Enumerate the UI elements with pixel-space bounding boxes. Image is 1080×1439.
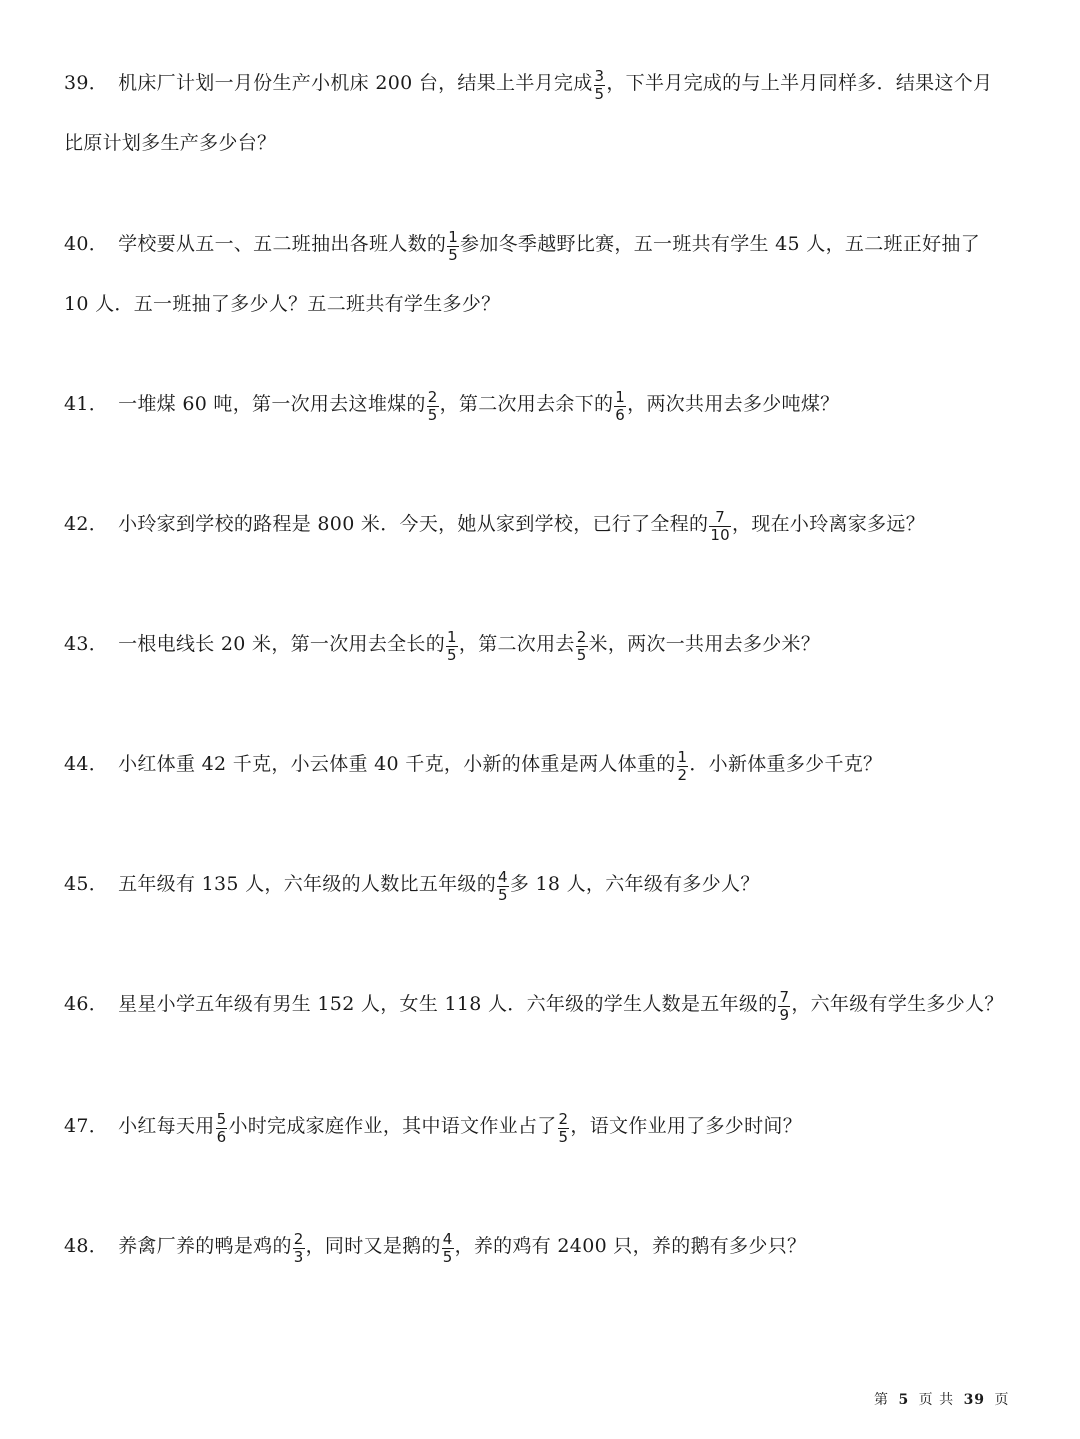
- problem-number: 43．: [64, 633, 109, 655]
- footer-suffix: 页: [994, 1392, 1010, 1408]
- page-footer: [874, 1389, 1010, 1409]
- footer-total-pages: 39: [963, 1392, 986, 1408]
- problem-number: 41．: [64, 393, 109, 415]
- fraction-numerator: 2: [576, 627, 587, 646]
- problem-text: 米，两次一共用去多少米？: [588, 633, 821, 655]
- fraction-numerator: 2: [558, 1109, 569, 1128]
- problem-text: 多 18 人，六年级有多少人？: [509, 873, 760, 895]
- fraction-denominator: 2: [677, 765, 688, 784]
- problem-40: [64, 225, 1024, 345]
- fraction-denominator: 9: [779, 1005, 790, 1024]
- problem-text: 小红每天用: [118, 1115, 215, 1137]
- problem-39: [64, 64, 1024, 184]
- fraction-denominator: 5: [448, 245, 459, 264]
- problem-41: [64, 385, 1024, 445]
- fraction-denominator: 10: [710, 525, 731, 544]
- problem-number: 47．: [64, 1115, 109, 1137]
- problem-text: ，语文作业用了多少时间？: [570, 1115, 802, 1137]
- fraction-numerator: 4: [498, 867, 508, 886]
- problem-line: [64, 1107, 1024, 1167]
- problem-text: 10 人．五一班抽了多少人？五二班共有学生多少？: [64, 293, 501, 315]
- problem-line: [64, 625, 1024, 685]
- problem-number: 48．: [64, 1235, 109, 1257]
- problem-line: [64, 985, 1024, 1045]
- fraction: [427, 389, 439, 424]
- problem-line: [64, 64, 1024, 124]
- fraction-denominator: 6: [615, 405, 626, 424]
- fraction: [216, 1111, 228, 1146]
- problem-text: ，下半月完成的与上半月同样多．结果这个月: [606, 72, 993, 94]
- problem-number: 42．: [64, 513, 109, 535]
- fraction-numerator: 1: [677, 747, 688, 766]
- problem-44: [64, 745, 1024, 805]
- problem-number: 40．: [64, 233, 109, 255]
- fraction: [614, 389, 626, 424]
- fraction-numerator: 7: [715, 507, 726, 526]
- problem-text: 学校要从五一、五二班抽出各班人数的: [118, 233, 447, 255]
- problem-43: [64, 625, 1024, 685]
- fraction: [293, 1231, 305, 1266]
- fraction-denominator: 5: [498, 885, 508, 904]
- problem-text: 养禽厂养的鸭是鸡的: [118, 1235, 292, 1257]
- fraction-denominator: 5: [442, 1247, 453, 1266]
- problem-text: 小红体重 42 千克，小云体重 40 千克，小新的体重是两人体重的: [118, 753, 676, 775]
- problem-text: 一根电线长 20 米，第一次用去全长的: [118, 633, 446, 655]
- problem-text: ，养的鸡有 2400 只，养的鹅有多少只？: [454, 1235, 807, 1257]
- fraction: [709, 509, 731, 544]
- fraction-numerator: 1: [615, 387, 626, 406]
- fraction: [446, 629, 458, 664]
- fraction-denominator: 5: [447, 645, 457, 664]
- problem-46: [64, 985, 1024, 1045]
- fraction: [576, 629, 588, 664]
- problem-text: 小时完成家庭作业，其中语文作业占了: [228, 1115, 557, 1137]
- problem-number: 39．: [64, 72, 109, 94]
- fraction-numerator: 2: [293, 1229, 304, 1248]
- problem-line: [64, 385, 1024, 445]
- problem-line: [64, 1227, 1024, 1287]
- fraction-denominator: 5: [558, 1127, 569, 1146]
- problem-line: [64, 285, 1024, 345]
- problem-number: 46．: [64, 993, 109, 1015]
- problem-number: 45．: [64, 873, 109, 895]
- problem-text: ，第二次用去: [458, 633, 575, 655]
- fraction: [778, 989, 790, 1024]
- fraction-numerator: 2: [427, 387, 438, 406]
- fraction: [677, 749, 689, 784]
- fraction-denominator: 6: [216, 1127, 227, 1146]
- fraction-numerator: 5: [216, 1109, 227, 1128]
- problem-45: [64, 865, 1024, 925]
- problem-42: [64, 505, 1024, 565]
- fraction-numerator: 7: [779, 987, 790, 1006]
- fraction-denominator: 5: [594, 84, 605, 103]
- problem-line: [64, 745, 1024, 805]
- problem-text: 机床厂计划一月份生产小机床 200 台，结果上半月完成: [118, 72, 593, 94]
- problem-text: ，同时又是鹅的: [305, 1235, 441, 1257]
- problem-47: [64, 1107, 1024, 1167]
- footer-page-number: 5: [898, 1392, 910, 1408]
- problem-text: 比原计划多生产多少台？: [64, 132, 277, 154]
- problem-48: [64, 1227, 1024, 1287]
- fraction: [558, 1111, 570, 1146]
- fraction-denominator: 5: [427, 405, 438, 424]
- fraction: [497, 869, 509, 904]
- fraction: [447, 229, 459, 264]
- problem-line: [64, 505, 1024, 565]
- fraction-denominator: 3: [293, 1247, 304, 1266]
- fraction: [594, 68, 606, 103]
- footer-middle: 页 共: [918, 1392, 955, 1408]
- problem-text: 一堆煤 60 吨，第一次用去这堆煤的: [118, 393, 426, 415]
- fraction: [442, 1231, 454, 1266]
- problem-text: ，六年级有学生多少人？: [791, 993, 1004, 1015]
- problem-line: [64, 865, 1024, 925]
- problem-text: 参加冬季越野比赛，五一班共有学生 45 人，五二班正好抽了: [460, 233, 980, 255]
- problem-text: 星星小学五年级有男生 152 人，女生 118 人．六年级的学生人数是五年级的: [118, 993, 778, 1015]
- fraction-denominator: 5: [576, 645, 587, 664]
- problem-text: 五年级有 135 人，六年级的人数比五年级的: [118, 873, 497, 895]
- fraction-numerator: 1: [447, 627, 457, 646]
- fraction-numerator: 4: [442, 1229, 453, 1248]
- problem-text: ，第二次用去余下的: [439, 393, 614, 415]
- problem-line: [64, 225, 1024, 285]
- problem-text: ，现在小玲离家多远？: [732, 513, 926, 535]
- fraction-numerator: 3: [594, 66, 605, 85]
- footer-prefix: 第: [874, 1392, 889, 1408]
- problem-line: [64, 124, 1024, 184]
- fraction-numerator: 1: [448, 227, 459, 246]
- problem-text: 小玲家到学校的路程是 800 米．今天，她从家到学校，已行了全程的: [118, 513, 709, 535]
- problem-text: ．小新体重多少千克？: [689, 753, 883, 775]
- problem-number: 44．: [64, 753, 109, 775]
- problem-text: ，两次共用去多少吨煤？: [627, 393, 840, 415]
